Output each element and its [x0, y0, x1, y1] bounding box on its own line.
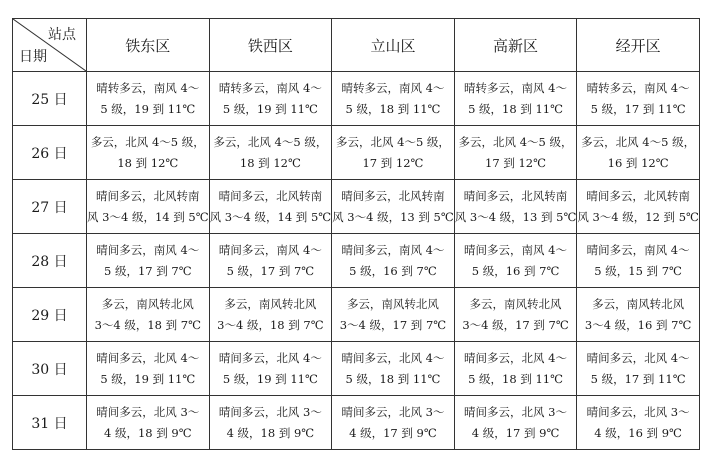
corner-cell — [13, 19, 87, 72]
column-header-lishan: 立山区 — [332, 19, 455, 72]
header-row — [13, 19, 700, 72]
forecast-text-line: 5 级，15 到 7℃ — [594, 263, 682, 278]
forecast-cell-tiexi — [209, 72, 332, 126]
forecast-cell-tiedong — [87, 342, 210, 396]
forecast-text-line: 晴间多云，北风 4～ — [464, 350, 568, 365]
forecast-text-line: 多云，南风转北风 — [592, 296, 685, 311]
forecast-text-line: 晴间多云，北风 3～ — [218, 404, 322, 419]
forecast-cell-jingkai — [577, 234, 700, 288]
forecast-cell-tiexi — [209, 126, 332, 180]
forecast-text-line: 晴间多云，南风 4～ — [464, 242, 568, 257]
table-row — [13, 396, 700, 450]
forecast-text-line: 5 级，17 到 11℃ — [590, 371, 686, 386]
table-row — [13, 234, 700, 288]
forecast-cell-tiedong — [87, 396, 210, 450]
table-row — [13, 288, 700, 342]
forecast-text-line: 3～4 级，18 到 7℃ — [94, 317, 201, 332]
forecast-cell-tiedong — [87, 288, 210, 342]
column-header-jingkai: 经开区 — [577, 19, 700, 72]
forecast-cell-tiedong — [87, 126, 210, 180]
forecast-cell-tiexi — [209, 396, 332, 450]
forecast-cell-gaoxin — [454, 288, 577, 342]
forecast-cell-lishan — [332, 126, 455, 180]
forecast-cell-jingkai — [577, 180, 700, 234]
forecast-text-line: 5 级，19 到 11℃ — [100, 371, 196, 386]
forecast-cell-gaoxin — [454, 342, 577, 396]
forecast-cell-jingkai — [577, 342, 700, 396]
forecast-text-line: 晴转多云，南风 4～ — [586, 80, 690, 95]
forecast-text-line: 多云，北风 4～5 级， — [458, 134, 573, 149]
forecast-cell-lishan — [332, 180, 455, 234]
forecast-cell-tiexi — [209, 234, 332, 288]
forecast-text-line: 多云，北风 4～5 级， — [213, 134, 328, 149]
forecast-text-line: 晴间多云，北风 3～ — [586, 404, 690, 419]
forecast-text-line: 4 级，16 到 9℃ — [594, 425, 682, 440]
forecast-cell-lishan — [332, 342, 455, 396]
forecast-text-line: 风 3～4 级，14 到 5℃ — [87, 209, 209, 224]
forecast-text-line: 风 3～4 级，14 到 5℃ — [209, 209, 332, 224]
forecast-text-line: 晴转多云，南风 4～ — [464, 80, 568, 95]
forecast-text-line: 晴间多云，北风 4～ — [341, 350, 445, 365]
forecast-text-line: 多云，南风转北风 — [346, 296, 439, 311]
forecast-cell-tiexi — [209, 180, 332, 234]
forecast-text-line: 16 到 12℃ — [607, 155, 669, 170]
forecast-cell-tiedong — [87, 72, 210, 126]
row-header-date: 29 日 — [13, 288, 87, 342]
forecast-cell-gaoxin — [454, 396, 577, 450]
forecast-text-line: 晴间多云，南风 4～ — [96, 242, 200, 257]
forecast-cell-jingkai — [577, 396, 700, 450]
forecast-text-line: 5 级，17 到 7℃ — [103, 263, 192, 278]
table-row — [13, 342, 700, 396]
forecast-cell-tiedong — [87, 234, 210, 288]
forecast-text-line: 5 级，19 到 11℃ — [222, 371, 318, 386]
forecast-text-line: 3～4 级，17 到 7℃ — [339, 317, 447, 332]
forecast-text-line: 晴间多云，南风 4～ — [218, 242, 322, 257]
forecast-text-line: 晴间多云，北风转南 — [463, 188, 568, 203]
forecast-text-line: 4 级，17 到 9℃ — [471, 425, 560, 440]
forecast-text-line: 5 级，16 到 7℃ — [471, 263, 560, 278]
forecast-cell-lishan — [332, 396, 455, 450]
forecast-text-line: 风 3～4 级，13 到 5℃ — [454, 209, 577, 224]
column-header-gaoxin: 高新区 — [454, 19, 577, 72]
forecast-text-line: 晴间多云，北风 4～ — [96, 350, 200, 365]
row-header-date: 26 日 — [13, 126, 87, 180]
forecast-text-line: 风 3～4 级，13 到 5℃ — [332, 209, 454, 224]
forecast-text-line: 多云，南风转北风 — [469, 296, 562, 311]
table-row — [13, 126, 700, 180]
forecast-text-line: 晴间多云，北风 3～ — [96, 404, 200, 419]
forecast-text-line: 17 到 12℃ — [485, 155, 546, 170]
forecast-text-line: 18 到 12℃ — [239, 155, 301, 170]
row-header-date: 25 日 — [13, 72, 87, 126]
forecast-cell-gaoxin — [454, 180, 577, 234]
forecast-cell-jingkai — [577, 72, 700, 126]
forecast-text-line: 5 级，18 到 11℃ — [345, 101, 441, 116]
forecast-text-line: 晴间多云，南风 4～ — [586, 242, 690, 257]
forecast-text-line: 多云，南风转北风 — [101, 296, 194, 311]
forecast-text-line: 5 级，19 到 11℃ — [100, 101, 196, 116]
forecast-text-line: 多云，南风转北风 — [224, 296, 317, 311]
row-header-date: 30 日 — [13, 342, 87, 396]
forecast-body — [13, 72, 700, 450]
forecast-text-line: 晴间多云，北风 4～ — [586, 350, 690, 365]
forecast-text-line: 5 级，18 到 11℃ — [468, 101, 563, 116]
forecast-text-line: 5 级，16 到 7℃ — [349, 263, 437, 278]
forecast-cell-gaoxin — [454, 126, 577, 180]
forecast-cell-lishan — [332, 288, 455, 342]
forecast-text-line: 晴间多云，北风转南 — [586, 188, 690, 203]
forecast-text-line: 多云，北风 4～5 级， — [335, 134, 450, 149]
row-header-date: 27 日 — [13, 180, 87, 234]
forecast-text-line: 3～4 级，17 到 7℃ — [462, 317, 569, 332]
forecast-text-line: 5 级，19 到 11℃ — [222, 101, 318, 116]
column-header-tiedong: 铁东区 — [87, 19, 210, 72]
table-row — [13, 72, 700, 126]
forecast-text-line: 5 级，17 到 7℃ — [226, 263, 315, 278]
forecast-text-line: 17 到 12℃ — [362, 155, 424, 170]
forecast-text-line: 4 级，18 到 9℃ — [226, 425, 315, 440]
forecast-text-line: 18 到 12℃ — [117, 155, 179, 170]
station-label: 站点 — [48, 27, 76, 43]
forecast-text-line: 晴转多云，南风 4～ — [218, 80, 322, 95]
forecast-text-line: 晴间多云，北风 4～ — [218, 350, 322, 365]
forecast-text-line: 晴间多云，南风 4～ — [341, 242, 445, 257]
forecast-cell-lishan — [332, 72, 455, 126]
forecast-table — [12, 18, 700, 450]
forecast-text-line: 多云，北风 4～5 级， — [90, 134, 205, 149]
forecast-text-line: 4 级，17 到 9℃ — [349, 425, 437, 440]
forecast-text-line: 晴间多云，北风转南 — [341, 188, 445, 203]
forecast-text-line: 晴间多云，北风 3～ — [341, 404, 445, 419]
forecast-cell-jingkai — [577, 126, 700, 180]
forecast-cell-jingkai — [577, 288, 700, 342]
row-header-date: 28 日 — [13, 234, 87, 288]
forecast-text-line: 晴间多云，北风转南 — [96, 188, 200, 203]
forecast-cell-tiedong — [87, 180, 210, 234]
forecast-cell-gaoxin — [454, 72, 577, 126]
forecast-text-line: 晴间多云，北风转南 — [218, 188, 323, 203]
table-row — [13, 180, 700, 234]
forecast-text-line: 风 3～4 级，12 到 5℃ — [577, 209, 699, 224]
forecast-cell-tiexi — [209, 342, 332, 396]
forecast-text-line: 5 级，18 到 11℃ — [468, 371, 563, 386]
forecast-text-line: 晴间多云，北风 3～ — [464, 404, 568, 419]
forecast-text-line: 4 级，18 到 9℃ — [103, 425, 192, 440]
column-header-tiexi: 铁西区 — [209, 19, 332, 72]
forecast-text-line: 3～4 级，16 到 7℃ — [584, 317, 692, 332]
forecast-cell-gaoxin — [454, 234, 577, 288]
forecast-text-line: 晴转多云，南风 4～ — [341, 80, 445, 95]
forecast-text-line: 5 级，17 到 11℃ — [590, 101, 686, 116]
row-header-date: 31 日 — [13, 396, 87, 450]
date-label: 日期 — [19, 49, 47, 65]
forecast-text-line: 5 级，18 到 11℃ — [345, 371, 441, 386]
forecast-text-line: 多云，北风 4～5 级， — [581, 134, 696, 149]
forecast-cell-lishan — [332, 234, 455, 288]
forecast-text-line: 3～4 级，18 到 7℃ — [217, 317, 324, 332]
forecast-text-line: 晴转多云，南风 4～ — [96, 80, 200, 95]
forecast-cell-tiexi — [209, 288, 332, 342]
